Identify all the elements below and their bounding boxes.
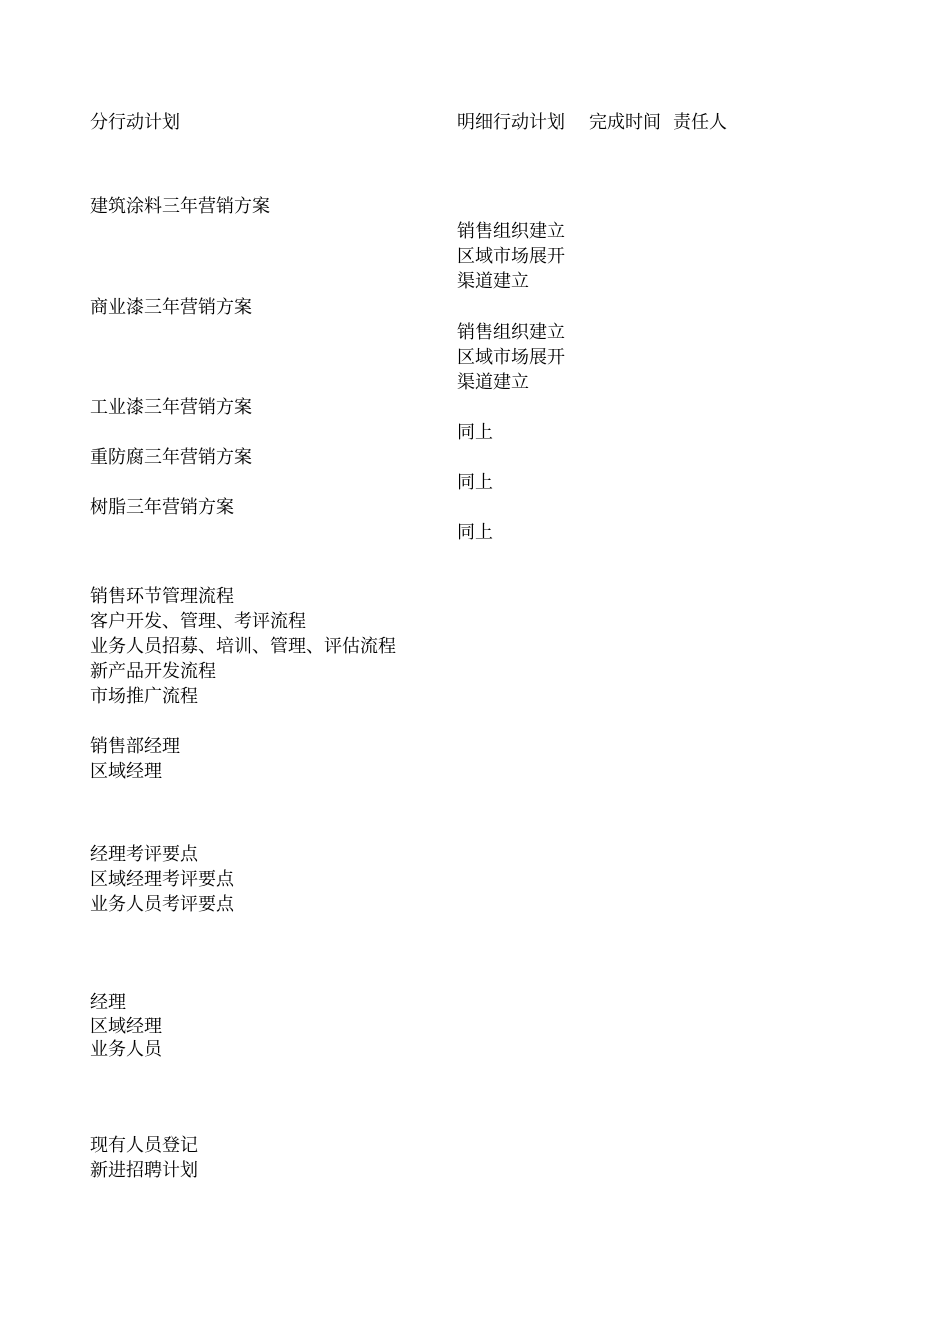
evaluation-item: 区域经理考评要点	[90, 869, 234, 890]
plan-name: 工业漆三年营销方案	[90, 397, 252, 418]
staffing-item: 新进招聘计划	[90, 1160, 198, 1181]
process-item: 新产品开发流程	[90, 661, 216, 682]
plan-detail: 区域市场展开	[457, 347, 565, 368]
process-item: 客户开发、管理、考评流程	[90, 611, 306, 632]
process-item: 市场推广流程	[90, 686, 198, 707]
plan-detail: 区域市场展开	[457, 246, 565, 267]
plan-name: 建筑涂料三年营销方案	[90, 196, 270, 217]
role-item: 业务人员	[90, 1039, 162, 1060]
plan-name: 树脂三年营销方案	[90, 497, 234, 518]
staffing-item: 现有人员登记	[90, 1135, 198, 1156]
plan-detail: 销售组织建立	[457, 322, 565, 343]
role-item: 区域经理	[90, 1016, 162, 1037]
evaluation-item: 经理考评要点	[90, 844, 198, 865]
process-item: 业务人员招募、培训、管理、评估流程	[90, 636, 396, 657]
header-action-plan: 分行动计划	[90, 112, 180, 133]
plan-detail: 销售组织建立	[457, 221, 565, 242]
plan-detail: 同上	[457, 472, 493, 493]
header-responsible-person: 责任人	[673, 112, 727, 133]
header-completion-time: 完成时间	[589, 112, 661, 133]
plan-detail: 同上	[457, 522, 493, 543]
process-item: 销售环节管理流程	[90, 586, 234, 607]
plan-detail: 同上	[457, 422, 493, 443]
evaluation-item: 业务人员考评要点	[90, 894, 234, 915]
plan-detail: 渠道建立	[457, 372, 529, 393]
plan-detail: 渠道建立	[457, 271, 529, 292]
manager-item: 销售部经理	[90, 736, 180, 757]
role-item: 经理	[90, 992, 126, 1013]
manager-item: 区域经理	[90, 761, 162, 782]
plan-name: 商业漆三年营销方案	[90, 297, 252, 318]
plan-name: 重防腐三年营销方案	[90, 447, 252, 468]
header-detail-plan: 明细行动计划	[457, 112, 565, 133]
